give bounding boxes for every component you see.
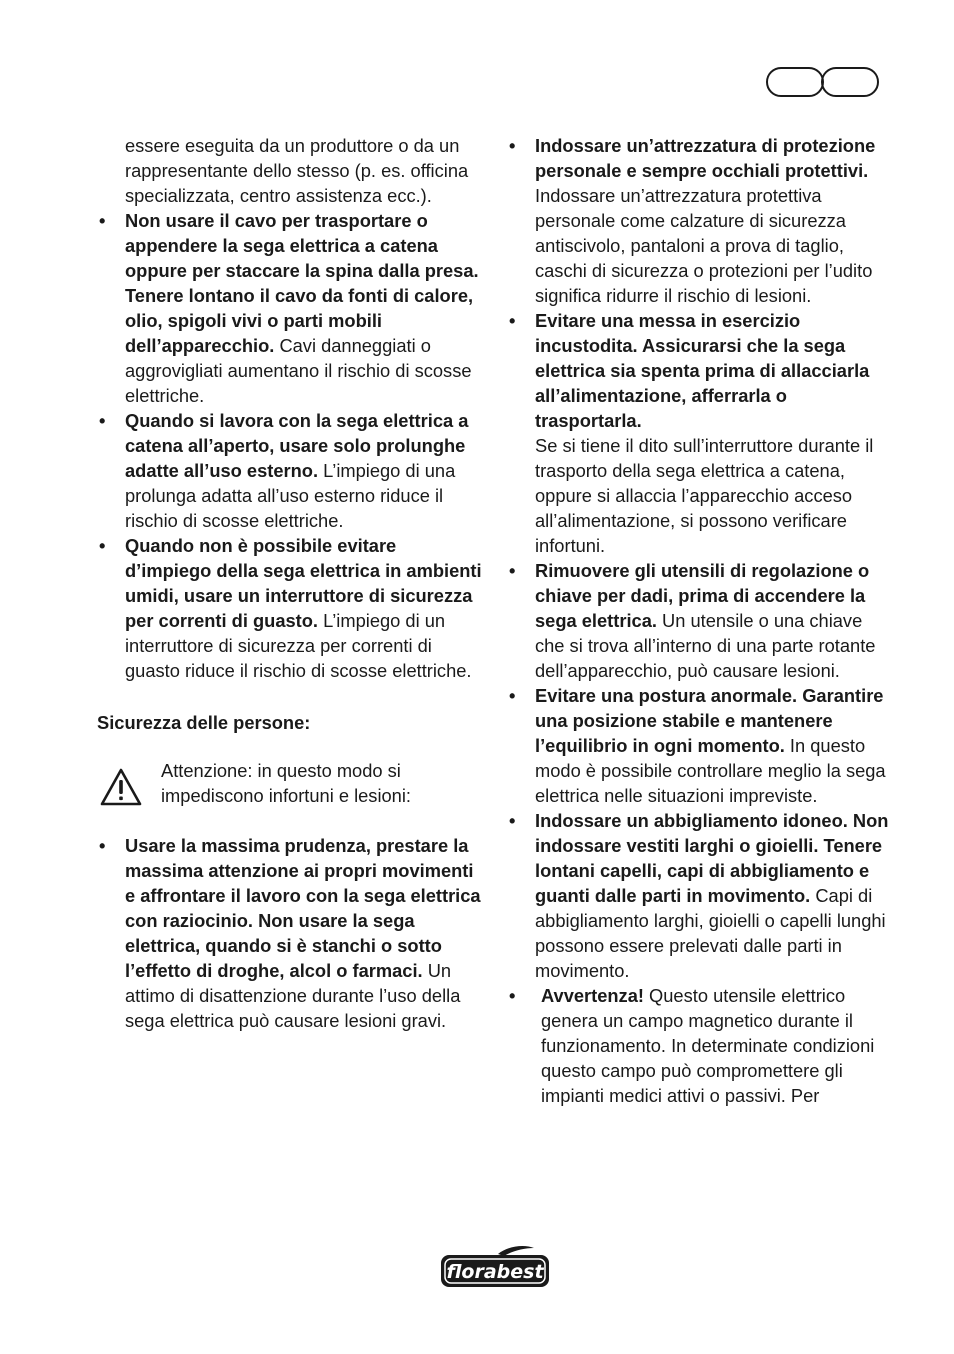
warning-list-item <box>507 983 893 1108</box>
item-text: L’impiego di una prolunga adatta all’uso esterno riduce il rischio di scosse elettriche. <box>125 460 456 531</box>
right-column <box>507 133 893 1108</box>
bullet: • <box>99 210 106 231</box>
item-bold: Avvertenza! <box>541 985 644 1006</box>
list-item <box>97 533 487 683</box>
bullet: • <box>99 835 106 856</box>
item-bold: Evitare una postura anormale. Garantire una posizione stabile e mantenere l’equilibrio in ogni momento. <box>535 685 884 756</box>
bullet: • <box>99 410 106 431</box>
bullet: • <box>509 135 516 156</box>
item-text: Questo utensile elettrico genera un campo magnetico durante il funzionamento. In determinate condizioni questo campo può compromettere gli impianti medici attivi o passivi. Per <box>541 985 875 1106</box>
item-text: Cavi danneggiati o aggrovigliati aumentano il rischio di scosse elettriche. <box>125 335 472 406</box>
list-item <box>507 308 893 558</box>
bullet: • <box>509 310 516 331</box>
language-badge-right <box>821 67 879 97</box>
bullet: • <box>509 985 516 1006</box>
item-bold: Indossare un abbigliamento idoneo. Non indossare vestiti larghi o gioielli. Tenere lontani capelli, capi di abbigliamento e guanti dalle parti in movimento. <box>535 810 889 906</box>
item-text: L’impiego di un interruttore di sicurezza per correnti di guasto riduce il rischio di scosse elettriche. <box>125 610 472 681</box>
language-badge <box>766 67 879 97</box>
logo-text: florabest <box>446 1261 544 1283</box>
item-bold: Evitare una messa in esercizio incustodita. Assicurarsi che la sega elettrica sia spenta prima di allacciarla all’alimentazione, afferrarla o trasportarla. <box>535 310 870 431</box>
warning-note <box>97 758 487 808</box>
item-text: Un attimo di disattenzione durante l’uso della sega elettrica può causare lesioni gravi. <box>125 960 461 1031</box>
item-text: Se si tiene il dito sull’interruttore durante il trasporto della sega elettrica a catena, oppure si allaccia l’apparecchio acceso all’alimentazione, si possono verificare infortuni. <box>535 435 874 556</box>
warning-text: Attenzione: in questo modo si impediscono infortuni e lesioni: <box>161 760 411 806</box>
item-text: Un utensile o una chiave che si trova all’interno di una parte rotante dell’apparecchio, può causare lesioni. <box>535 610 876 681</box>
item-bold: Indossare un’attrezzatura di protezione personale e sempre occhiali protettivi. <box>535 135 876 181</box>
item-bold: Quando si lavora con la sega elettrica a catena all’aperto, usare solo prolunghe adatte all’uso esterno. <box>125 410 469 481</box>
list-item <box>97 408 487 533</box>
list-item <box>97 833 487 1033</box>
bullet: • <box>509 685 516 706</box>
item-bold: Quando non è possibile evitare d’impiego della sega elettrica in ambienti umidi, usare un interruttore di sicurezza per correnti di guasto. <box>125 535 482 631</box>
bullet: • <box>509 560 516 581</box>
list-item <box>507 808 893 983</box>
item-text: In questo modo è possibile controllare meglio la sega elettrica nelle situazioni impreviste. <box>535 735 886 806</box>
list-item <box>507 133 893 308</box>
left-column <box>97 133 487 1033</box>
item-text: Capi di abbigliamento larghi, gioielli o capelli lunghi possono essere prelevati dalle parti in movimento. <box>535 885 886 981</box>
bullet: • <box>509 810 516 831</box>
item-bold: Usare la massima prudenza, prestare la massima attenzione ai propri movimenti e affrontare il lavoro con la sega elettrica con raziocinio. Non usare la sega elettrica, quando si è stanchi o sotto l’effetto di droghe, alcol o farmaci. <box>125 835 481 981</box>
warning-triangle-icon <box>99 767 143 807</box>
language-badge-left <box>766 67 824 97</box>
list-item <box>507 683 893 808</box>
section-heading: Sicurezza delle persone: <box>97 712 311 733</box>
item-bold: Non usare il cavo per trasportare o appendere la sega elettrica a catena oppure per staccare la spina dalla presa. Tenere lontano il cavo da fonti di calore, olio, spigoli vivi o parti mobili dell’apparecchio. <box>125 210 479 356</box>
list-item <box>97 208 487 408</box>
continuation-text: essere eseguita da un produttore o da un rappresentante dello stesso (p. es. officina specializzata, centro assistenza ecc.). <box>125 135 469 206</box>
list-item <box>507 558 893 683</box>
florabest-logo <box>438 1244 552 1290</box>
item-text: Indossare un’attrezzatura protettiva personale come calzature di sicurezza antiscivolo, pantaloni a prova di taglio, caschi di sicurezza o protezioni per l’udito significa ridurre il rischio di lesioni. <box>535 185 873 306</box>
item-bold: Rimuovere gli utensili di regolazione o chiave per dadi, prima di accendere la sega elettrica. <box>535 560 870 631</box>
bullet: • <box>99 535 106 556</box>
